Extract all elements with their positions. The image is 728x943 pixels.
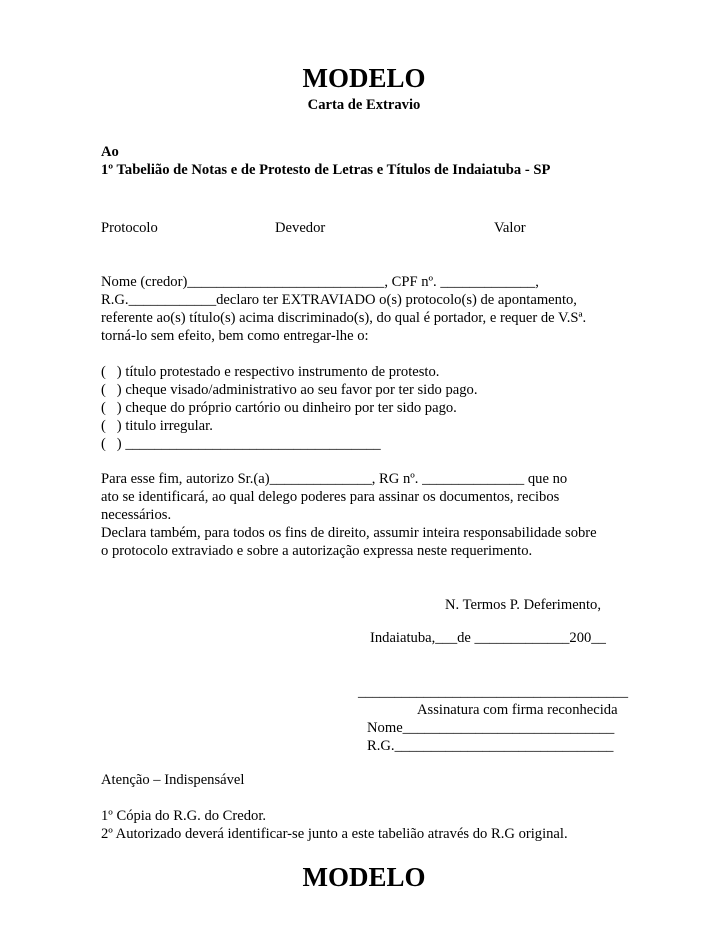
recipient-office: 1º Tabelião de Notas e de Protesto de Letras e Títulos de Indaiatuba - SP xyxy=(101,162,551,178)
authorization-line: necessários. xyxy=(101,507,172,523)
page-title: MODELO xyxy=(302,63,426,93)
option-item: ( ) ___________________________________ xyxy=(101,436,381,452)
closing-terms: N. Termos P. Deferimento, xyxy=(445,597,601,613)
authorization-line: Declara também, para todos os fins de direito, assumir inteira responsabilidade sobre xyxy=(101,525,597,541)
notes-item: 1º Cópia do R.G. do Credor. xyxy=(101,808,267,824)
notes-heading: Atenção – Indispensável xyxy=(101,772,245,788)
recipient-to: Ao xyxy=(101,144,119,160)
header-devedor: Devedor xyxy=(275,220,326,236)
signature-rg-line: R.G.______________________________ xyxy=(367,738,614,754)
declaration-line: referente ao(s) título(s) acima discriminado(s), do qual é portador, e requer de V.Sª. xyxy=(101,310,587,326)
notes-item: 2º Autorizado deverá identificar-se junto a este tabelião através do R.G original. xyxy=(101,826,568,842)
header-valor: Valor xyxy=(494,220,526,236)
footer-title: MODELO xyxy=(302,862,426,892)
signature-name-line: Nome_____________________________ xyxy=(367,720,615,736)
authorization-line: Para esse fim, autorizo Sr.(a)______________, RG nº. ______________ que no xyxy=(101,471,568,487)
signature-line: _____________________________________ xyxy=(358,684,628,700)
option-item: ( ) titulo irregular. xyxy=(101,418,213,434)
page-subtitle: Carta de Extravio xyxy=(307,97,421,113)
signature-label: Assinatura com firma reconhecida xyxy=(417,702,618,718)
option-item: ( ) cheque visado/administrativo ao seu favor por ter sido pago. xyxy=(101,382,478,398)
declaration-line: torná-lo sem efeito, bem como entregar-lhe o: xyxy=(101,328,369,344)
closing-place-date: Indaiatuba,___de _____________200__ xyxy=(370,630,606,646)
declaration-line: Nome (credor)___________________________, CPF nº. _____________, xyxy=(101,274,539,290)
option-item: ( ) cheque do próprio cartório ou dinheiro por ter sido pago. xyxy=(101,400,457,416)
authorization-line: o protocolo extraviado e sobre a autorização expressa neste requerimento. xyxy=(101,543,533,559)
declaration-line: R.G.____________declaro ter EXTRAVIADO o(s) protocolo(s) de apontamento, xyxy=(101,292,577,308)
header-protocolo: Protocolo xyxy=(101,220,158,236)
option-item: ( ) título protestado e respectivo instrumento de protesto. xyxy=(101,364,440,380)
authorization-line: ato se identificará, ao qual delego poderes para assinar os documentos, recibos xyxy=(101,489,560,505)
